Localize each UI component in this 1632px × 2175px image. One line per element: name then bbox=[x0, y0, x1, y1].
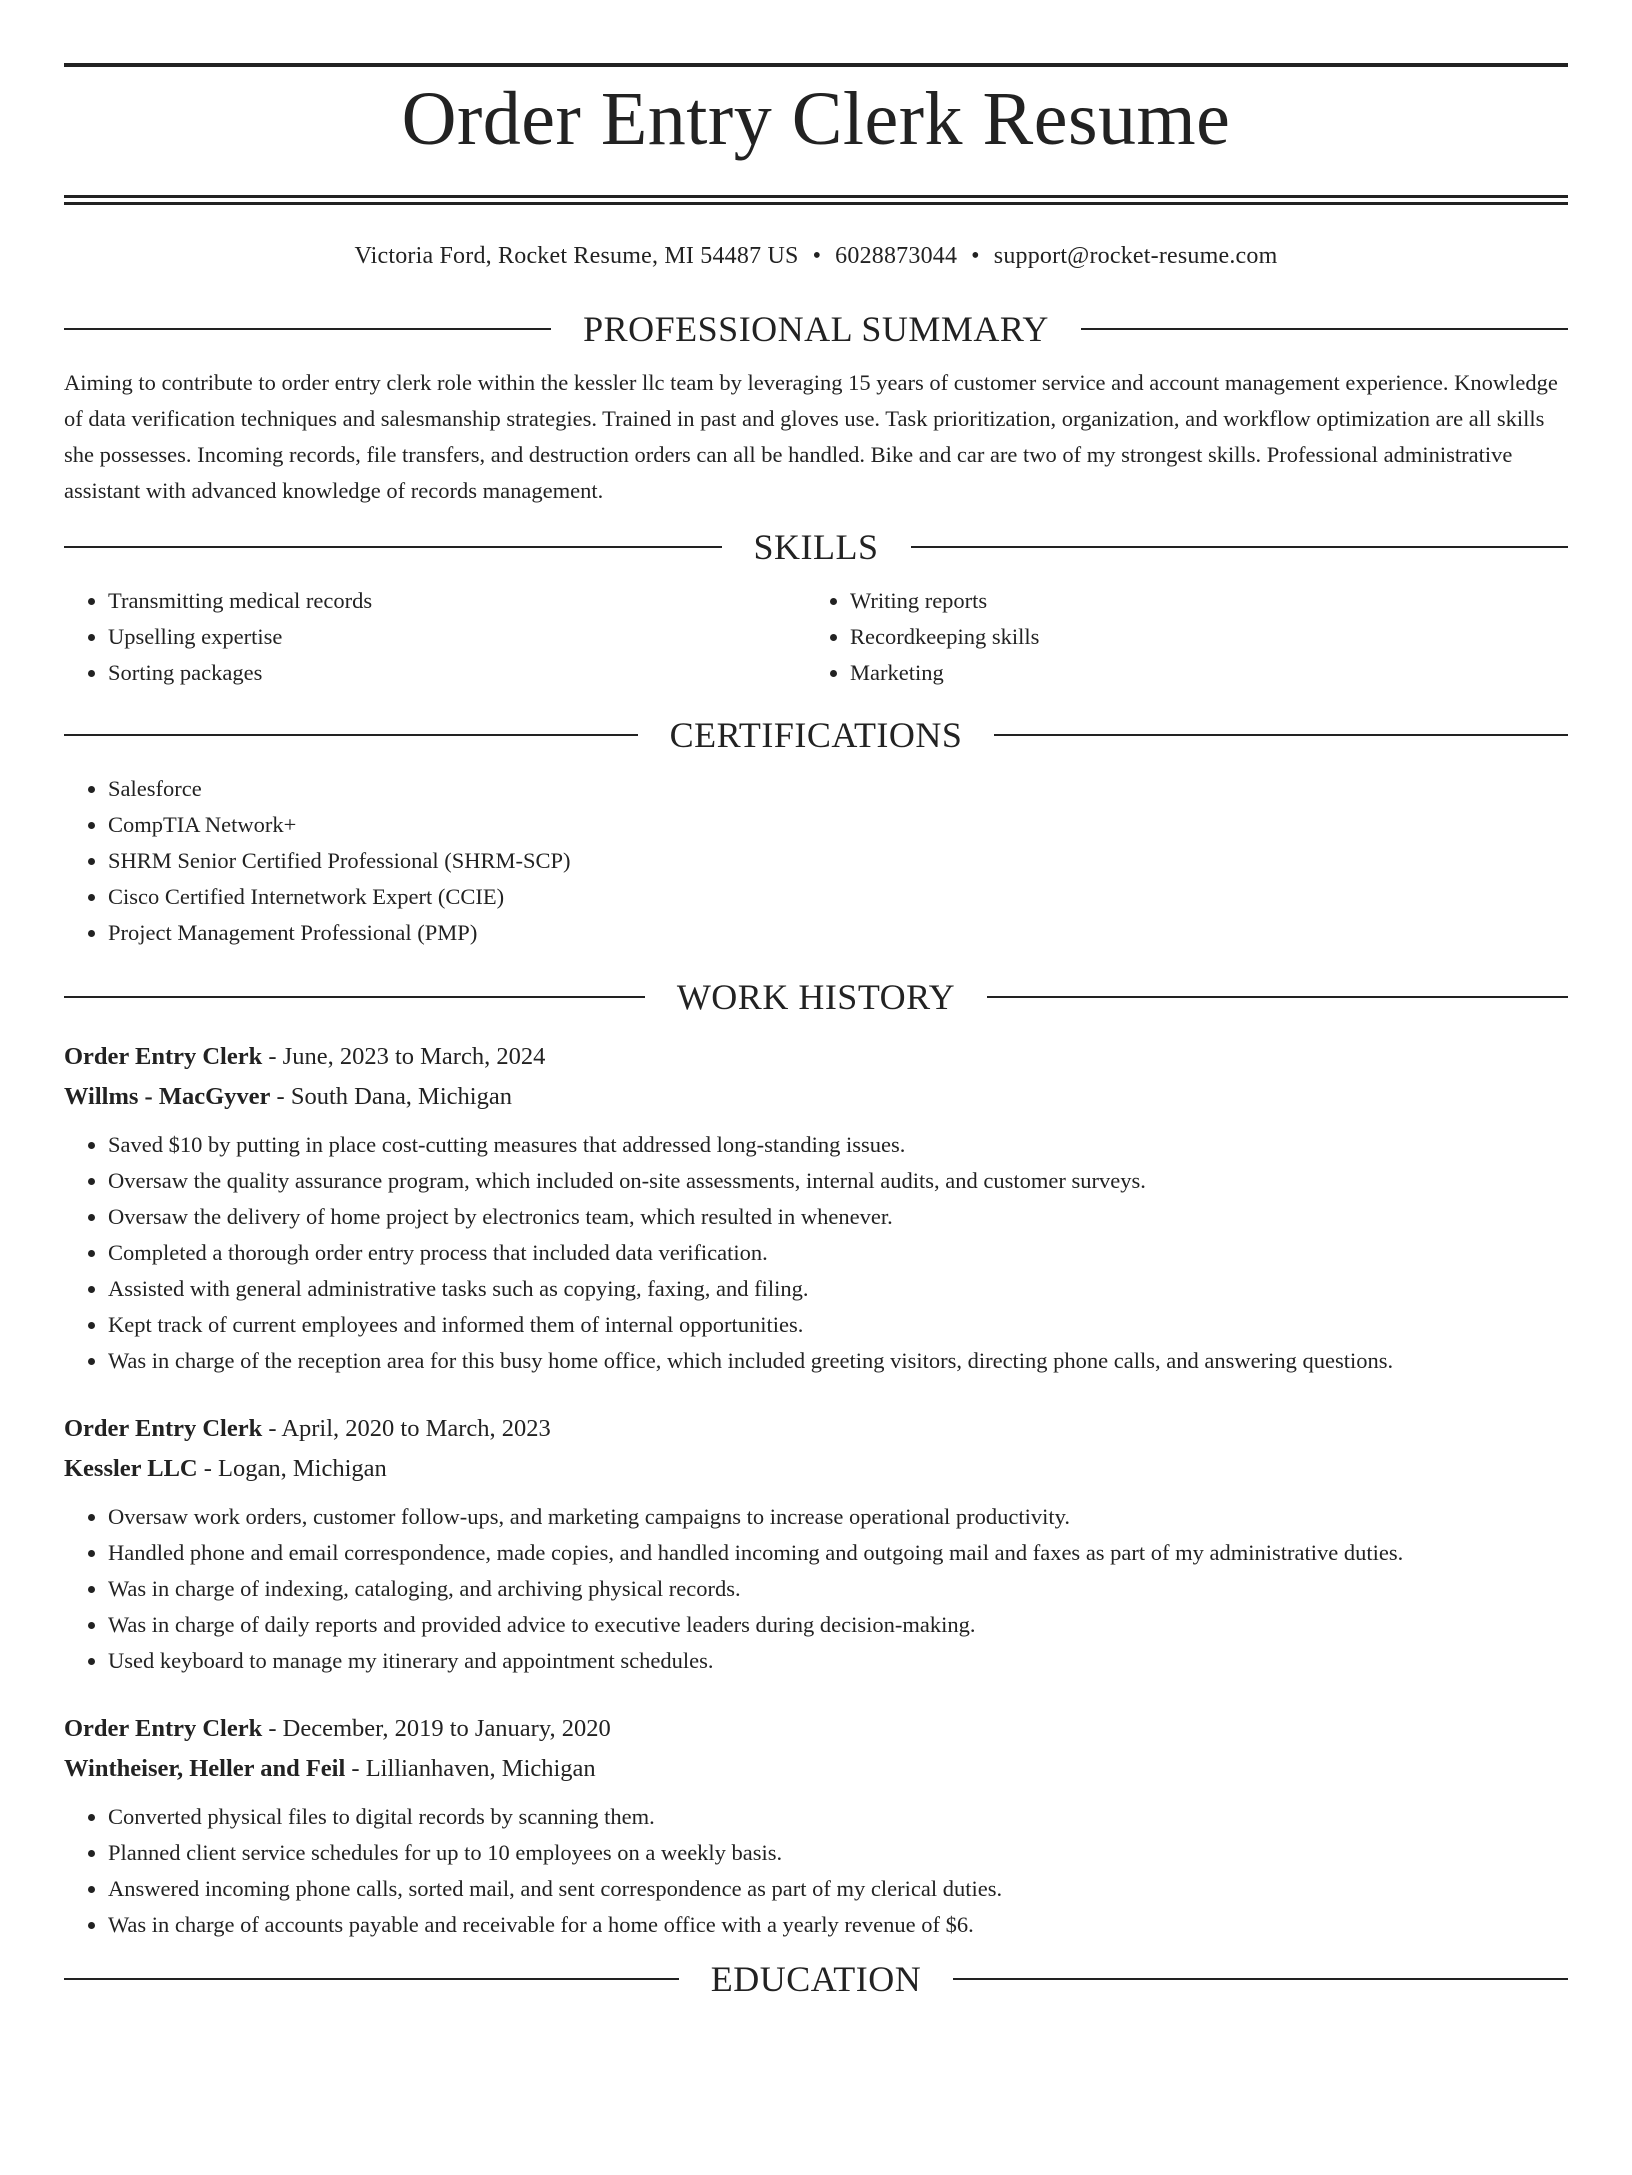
job-dates: June, 2023 to March, 2024 bbox=[282, 1043, 546, 1070]
top-rule bbox=[64, 63, 1568, 67]
job-bullet: • Oversaw work orders, customer follow-ups, and marketing campaigns to increase operational productivity. bbox=[108, 1499, 1568, 1535]
job-bullet: • Saved $10 by putting in place cost-cutting measures that addressed long-standing issues. bbox=[108, 1127, 1568, 1163]
skills-list-right bbox=[806, 583, 1548, 691]
contact-line bbox=[64, 241, 1568, 271]
contact-phone: 6028873044 bbox=[835, 243, 958, 269]
job-entry bbox=[64, 1037, 1568, 1379]
summary-paragraph: Aiming to contribute to order entry clerk role within the kessler llc team by leveraging 15 years of customer service and account management experience. Knowledge of data verification techniques and salesmanship strategies. Trained in past and gloves use. Task prioritization, organization, and workflow optimization are all skills she possesses. Incoming records, file transfers, and destruction orders can all be handled. Bike and car are two of my strongest skills. Professional administrative assistant with advanced knowledge of records management. bbox=[64, 370, 1558, 503]
resume-title: Order Entry Clerk Resume bbox=[401, 77, 1231, 161]
skill-item: • Recordkeeping skills bbox=[850, 619, 1548, 655]
job-title: Order Entry Clerk bbox=[64, 1715, 263, 1742]
contact-email: support@rocket-resume.com bbox=[993, 243, 1278, 269]
job-bullets bbox=[64, 1127, 1568, 1379]
certification-item: • SHRM Senior Certified Professional (SHRM-SCP) bbox=[108, 843, 1568, 879]
job-entry bbox=[64, 1409, 1568, 1679]
skill-item: • Sorting packages bbox=[108, 655, 806, 691]
section-title: EDUCATION bbox=[710, 1959, 922, 1999]
heading-rule bbox=[1081, 328, 1568, 330]
skill-item: • Marketing bbox=[850, 655, 1548, 691]
job-bullet: • Answered incoming phone calls, sorted mail, and sent correspondence as part of my clerical duties. bbox=[108, 1871, 1568, 1907]
job-location: Logan, Michigan bbox=[218, 1455, 387, 1482]
skill-item: • Writing reports bbox=[850, 583, 1548, 619]
section-heading-certifications bbox=[64, 713, 1568, 757]
job-dates: April, 2020 to March, 2023 bbox=[281, 1415, 551, 1442]
job-company-line bbox=[64, 1449, 1568, 1489]
job-company-line bbox=[64, 1749, 1568, 1789]
job-title: Order Entry Clerk bbox=[64, 1043, 263, 1070]
heading-rule bbox=[953, 1978, 1568, 1980]
job-title-line bbox=[64, 1709, 1568, 1749]
skill-item: • Upselling expertise bbox=[108, 619, 806, 655]
job-bullet: • Completed a thorough order entry process that included data verification. bbox=[108, 1235, 1568, 1271]
contact-address: Victoria Ford, Rocket Resume, MI 54487 US bbox=[354, 243, 799, 269]
section-title: SKILLS bbox=[753, 527, 879, 567]
job-company: Willms - MacGyver bbox=[64, 1083, 271, 1110]
job-bullet: • Oversaw the quality assurance program, which included on-site assessments, internal audits, and customer surveys. bbox=[108, 1163, 1568, 1199]
job-bullets bbox=[64, 1799, 1568, 1943]
certifications-list bbox=[64, 771, 1568, 951]
job-bullet: • Kept track of current employees and informed them of internal opportunities. bbox=[108, 1307, 1568, 1343]
heading-rule bbox=[64, 734, 638, 736]
job-title-line bbox=[64, 1409, 1568, 1449]
skills-list-left bbox=[64, 583, 806, 691]
title-double-rule bbox=[64, 195, 1568, 205]
job-location: Lillianhaven, Michigan bbox=[365, 1755, 596, 1782]
job-bullet: • Oversaw the delivery of home project by electronics team, which resulted in whenever. bbox=[108, 1199, 1568, 1235]
heading-rule bbox=[911, 546, 1569, 548]
resume-page bbox=[0, 63, 1632, 2175]
job-bullet: • Used keyboard to manage my itinerary and appointment schedules. bbox=[108, 1643, 1568, 1679]
job-dash: - bbox=[262, 1715, 283, 1742]
job-bullet: • Was in charge of indexing, cataloging, and archiving physical records. bbox=[108, 1571, 1568, 1607]
job-title-line bbox=[64, 1037, 1568, 1077]
job-company: Kessler LLC bbox=[64, 1455, 198, 1482]
contact-separator: • bbox=[812, 243, 822, 269]
section-title: WORK HISTORY bbox=[676, 977, 956, 1017]
job-entry bbox=[64, 1709, 1568, 1943]
job-company-line bbox=[64, 1077, 1568, 1117]
job-title: Order Entry Clerk bbox=[64, 1415, 263, 1442]
certification-item: • Project Management Professional (PMP) bbox=[108, 915, 1568, 951]
section-heading-education bbox=[64, 1957, 1568, 2001]
heading-rule bbox=[64, 996, 645, 998]
contact-separator: • bbox=[971, 243, 980, 269]
section-heading-work bbox=[64, 975, 1568, 1019]
job-bullets bbox=[64, 1499, 1568, 1679]
job-bullet: • Handled phone and email correspondence, made copies, and handled incoming and outgoing mail and faxes as part of my administrative duties. bbox=[108, 1535, 1568, 1571]
job-bullet: • Converted physical files to digital records by scanning them. bbox=[108, 1799, 1568, 1835]
certification-item: • Salesforce bbox=[108, 771, 1568, 807]
certification-item: • Cisco Certified Internetwork Expert (CCIE) bbox=[108, 879, 1568, 915]
heading-rule bbox=[994, 734, 1568, 736]
job-dash: - bbox=[197, 1455, 219, 1482]
job-bullet: • Was in charge of accounts payable and receivable for a home office with a yearly revenue of $6. bbox=[108, 1907, 1568, 1943]
skills-grid bbox=[64, 583, 1568, 691]
section-heading-summary bbox=[64, 307, 1568, 351]
skills-column-right bbox=[806, 583, 1548, 691]
heading-rule bbox=[987, 996, 1568, 998]
job-bullet: • Assisted with general administrative tasks such as copying, faxing, and filing. bbox=[108, 1271, 1568, 1307]
job-location: South Dana, Michigan bbox=[290, 1083, 512, 1110]
job-company: Wintheiser, Heller and Feil bbox=[64, 1755, 346, 1782]
skill-item: • Transmitting medical records bbox=[108, 583, 806, 619]
certification-item: • CompTIA Network+ bbox=[108, 807, 1568, 843]
heading-rule bbox=[64, 1978, 679, 1980]
skills-column-left bbox=[64, 583, 806, 691]
job-bullet: • Planned client service schedules for up to 10 employees on a weekly basis. bbox=[108, 1835, 1568, 1871]
job-dash: - bbox=[345, 1755, 366, 1782]
section-title: CERTIFICATIONS bbox=[669, 715, 963, 755]
job-dash: - bbox=[262, 1415, 282, 1442]
section-title: PROFESSIONAL SUMMARY bbox=[583, 309, 1049, 349]
job-dates: December, 2019 to January, 2020 bbox=[282, 1715, 611, 1742]
job-bullet: • Was in charge of the reception area for this busy home office, which included greeting visitors, directing phone calls, and answering questions. bbox=[108, 1343, 1568, 1379]
section-heading-skills bbox=[64, 525, 1568, 569]
job-bullet: • Was in charge of daily reports and provided advice to executive leaders during decision-making. bbox=[108, 1607, 1568, 1643]
heading-rule bbox=[64, 546, 722, 548]
heading-rule bbox=[64, 328, 551, 330]
job-dash: - bbox=[270, 1083, 291, 1110]
job-dash: - bbox=[262, 1043, 283, 1070]
